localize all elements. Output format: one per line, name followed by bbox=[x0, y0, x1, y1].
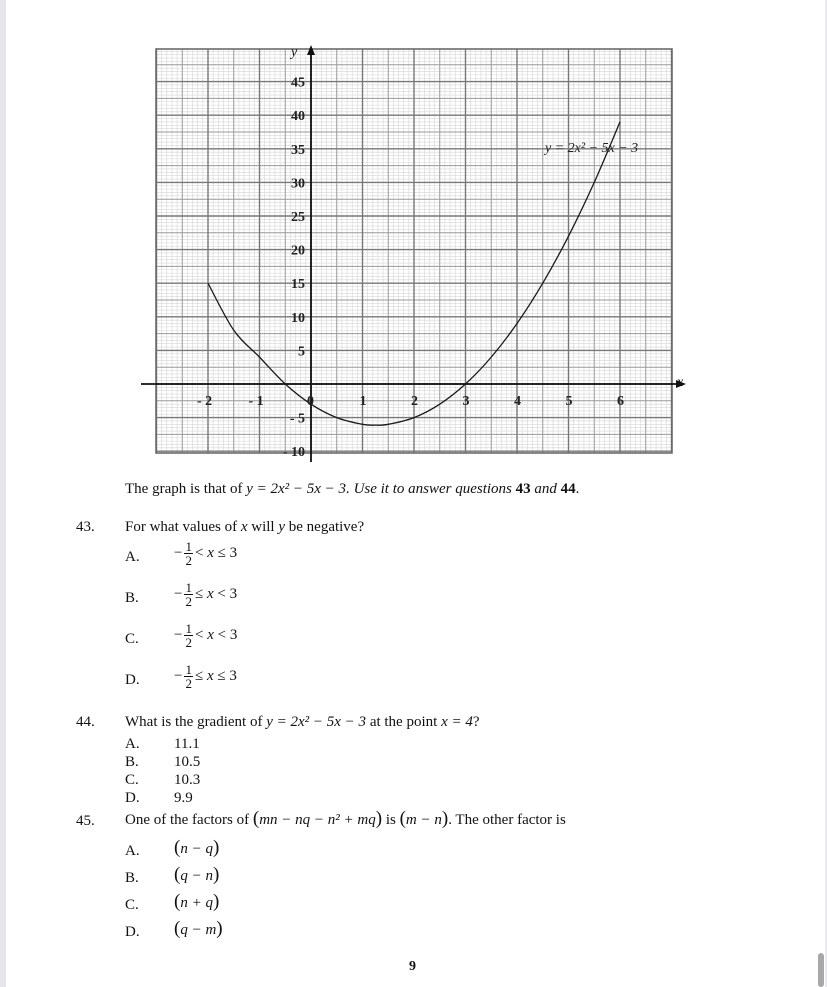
q43-option-b-value[interactable] bbox=[174, 581, 237, 608]
q45-option-b-value[interactable]: (q − n) bbox=[174, 864, 220, 885]
fraction: $\frac{1}{2}$ bbox=[185, 621, 192, 650]
q44-option-a-label[interactable]: A. bbox=[125, 736, 140, 752]
q45-option-c-label[interactable]: C. bbox=[125, 897, 139, 913]
question-44-number: 44. bbox=[76, 714, 95, 730]
q44-point: x = 4 bbox=[441, 714, 473, 730]
q44-equation: y = 2x² − 5x − 3 bbox=[266, 714, 367, 730]
fraction: $\frac{1}{2}$ bbox=[185, 539, 192, 568]
relation-1: < bbox=[194, 545, 204, 561]
x-tick-label: 4 bbox=[514, 394, 521, 409]
q43-text-b: will bbox=[247, 519, 279, 535]
x-tick-label: - 1 bbox=[248, 394, 264, 409]
question-45-text: One of the factors of (mn − nq − n² + mq) is (m − n). The other factor is bbox=[125, 808, 566, 829]
caption-prefix: The graph is that of bbox=[125, 481, 247, 497]
q44-text-c: ? bbox=[472, 714, 480, 730]
y-tick-label: - 5 bbox=[289, 411, 305, 427]
q44-option-c-value[interactable]: 10.3 bbox=[174, 772, 201, 788]
x-tick-label: 2 bbox=[411, 394, 418, 409]
y-tick-label: 45 bbox=[291, 75, 305, 91]
variable: x bbox=[206, 586, 214, 602]
relation-2: < bbox=[217, 586, 226, 602]
x-tick-label: 3 bbox=[462, 394, 470, 409]
q45-option-a-value[interactable]: (n − q) bbox=[174, 837, 220, 858]
y-tick-label: - 10 bbox=[282, 445, 305, 461]
q44-option-c-label[interactable]: C. bbox=[125, 772, 139, 788]
y-tick-label: 35 bbox=[291, 142, 305, 158]
scrollbar-thumb[interactable] bbox=[818, 953, 824, 987]
y-axis-label: y bbox=[291, 45, 298, 60]
question-45-number: 45. bbox=[76, 813, 95, 829]
y-tick-label: 25 bbox=[291, 210, 305, 225]
q45-text-a: One of the factors of bbox=[125, 812, 253, 828]
q43-var-y: y bbox=[278, 519, 285, 535]
q43-text-a: For what values of bbox=[125, 519, 241, 535]
q45-option-c-value[interactable]: (n + q) bbox=[174, 891, 220, 912]
q45-expression: mn − nq − n² + mq bbox=[259, 812, 376, 828]
x-axis-label: x bbox=[677, 375, 684, 390]
question-43-number: 43. bbox=[76, 519, 95, 535]
q43-text-c: be negative? bbox=[285, 519, 365, 535]
q43-option-a-label[interactable]: A. bbox=[125, 549, 140, 565]
q45-option-b-label[interactable]: B. bbox=[125, 870, 139, 886]
y-tick-label: 10 bbox=[291, 310, 305, 326]
x-tick-label: - 2 bbox=[197, 394, 213, 409]
q43-option-a-value[interactable] bbox=[174, 540, 237, 567]
relation-1: ≤ bbox=[194, 586, 204, 602]
minus-sign: − bbox=[174, 545, 183, 561]
fraction: $\frac{1}{2}$ bbox=[185, 580, 192, 609]
y-tick-label: 15 bbox=[291, 277, 305, 293]
q44-text-a: What is the gradient of bbox=[125, 714, 267, 730]
y-tick-label: 5 bbox=[298, 344, 305, 360]
q43-option-c-label[interactable]: C. bbox=[125, 631, 139, 647]
y-tick-label: 40 bbox=[291, 109, 305, 125]
x-tick-label: 0 bbox=[307, 394, 314, 409]
q43-option-d-value[interactable] bbox=[174, 663, 237, 690]
variable: x bbox=[206, 668, 214, 684]
caption-middle: . Use it to answer questions bbox=[346, 481, 516, 497]
bound: 3 bbox=[229, 627, 238, 643]
bound: 3 bbox=[229, 586, 238, 602]
caption-equation: y = 2x² − 5x − 3 bbox=[246, 481, 347, 497]
q45-option-d-label[interactable]: D. bbox=[125, 924, 140, 940]
x-tick-label: 6 bbox=[617, 394, 624, 409]
q44-option-d-label[interactable]: D. bbox=[125, 790, 140, 806]
y-tick-labels bbox=[283, 76, 305, 461]
variable: x bbox=[207, 627, 214, 643]
y-tick-label: 20 bbox=[291, 243, 305, 259]
q43-option-d-label[interactable]: D. bbox=[125, 672, 140, 688]
relation-1: ≤ bbox=[194, 668, 204, 684]
q45-text-c: . The other factor is bbox=[448, 812, 566, 828]
question-44-text bbox=[125, 713, 480, 731]
bound: 3 bbox=[229, 668, 237, 684]
caption-q2: 44 bbox=[560, 481, 576, 497]
q44-text-b: at the point bbox=[366, 714, 442, 730]
q43-var-x: x bbox=[240, 519, 248, 535]
q43-option-b-label[interactable]: B. bbox=[125, 590, 139, 606]
q44-option-b-label[interactable]: B. bbox=[125, 754, 139, 770]
q44-option-d-value[interactable]: 9.9 bbox=[174, 790, 193, 806]
question-43-text bbox=[125, 518, 364, 536]
q43-option-c-value[interactable] bbox=[174, 622, 237, 649]
page-number: 9 bbox=[409, 959, 416, 974]
q45-option-d-value[interactable]: (q − m) bbox=[174, 918, 223, 939]
minus-sign: − bbox=[174, 668, 183, 684]
x-tick-label: 5 bbox=[565, 394, 573, 409]
y-tick-label: 30 bbox=[291, 176, 305, 192]
y-axis-arrow-icon bbox=[307, 45, 315, 55]
curve-label: y = 2x² − 5x − 3 bbox=[545, 141, 639, 156]
graph-caption bbox=[125, 480, 579, 498]
q45-text-b: is bbox=[382, 812, 400, 828]
relation-2: < bbox=[217, 627, 227, 643]
relation-2: ≤ bbox=[217, 668, 226, 684]
bound: 3 bbox=[229, 545, 238, 561]
caption-end: . bbox=[575, 481, 580, 497]
relation-2: ≤ bbox=[217, 545, 226, 561]
relation-1: < bbox=[194, 627, 204, 643]
fraction: $\frac{1}{2}$ bbox=[185, 662, 192, 691]
q45-option-a-label[interactable]: A. bbox=[125, 843, 140, 859]
q45-factor: m − n bbox=[405, 812, 442, 828]
q44-option-a-value[interactable]: 11.1 bbox=[174, 736, 200, 752]
caption-and: and bbox=[530, 481, 561, 497]
graph-chart bbox=[0, 0, 827, 480]
caption-q1: 43 bbox=[515, 481, 531, 497]
q44-option-b-value[interactable]: 10.5 bbox=[174, 754, 201, 770]
minus-sign: − bbox=[174, 627, 183, 643]
variable: x bbox=[207, 545, 214, 561]
x-tick-labels bbox=[197, 394, 624, 409]
x-tick-label: 1 bbox=[359, 394, 367, 409]
minus-sign: − bbox=[174, 586, 183, 602]
